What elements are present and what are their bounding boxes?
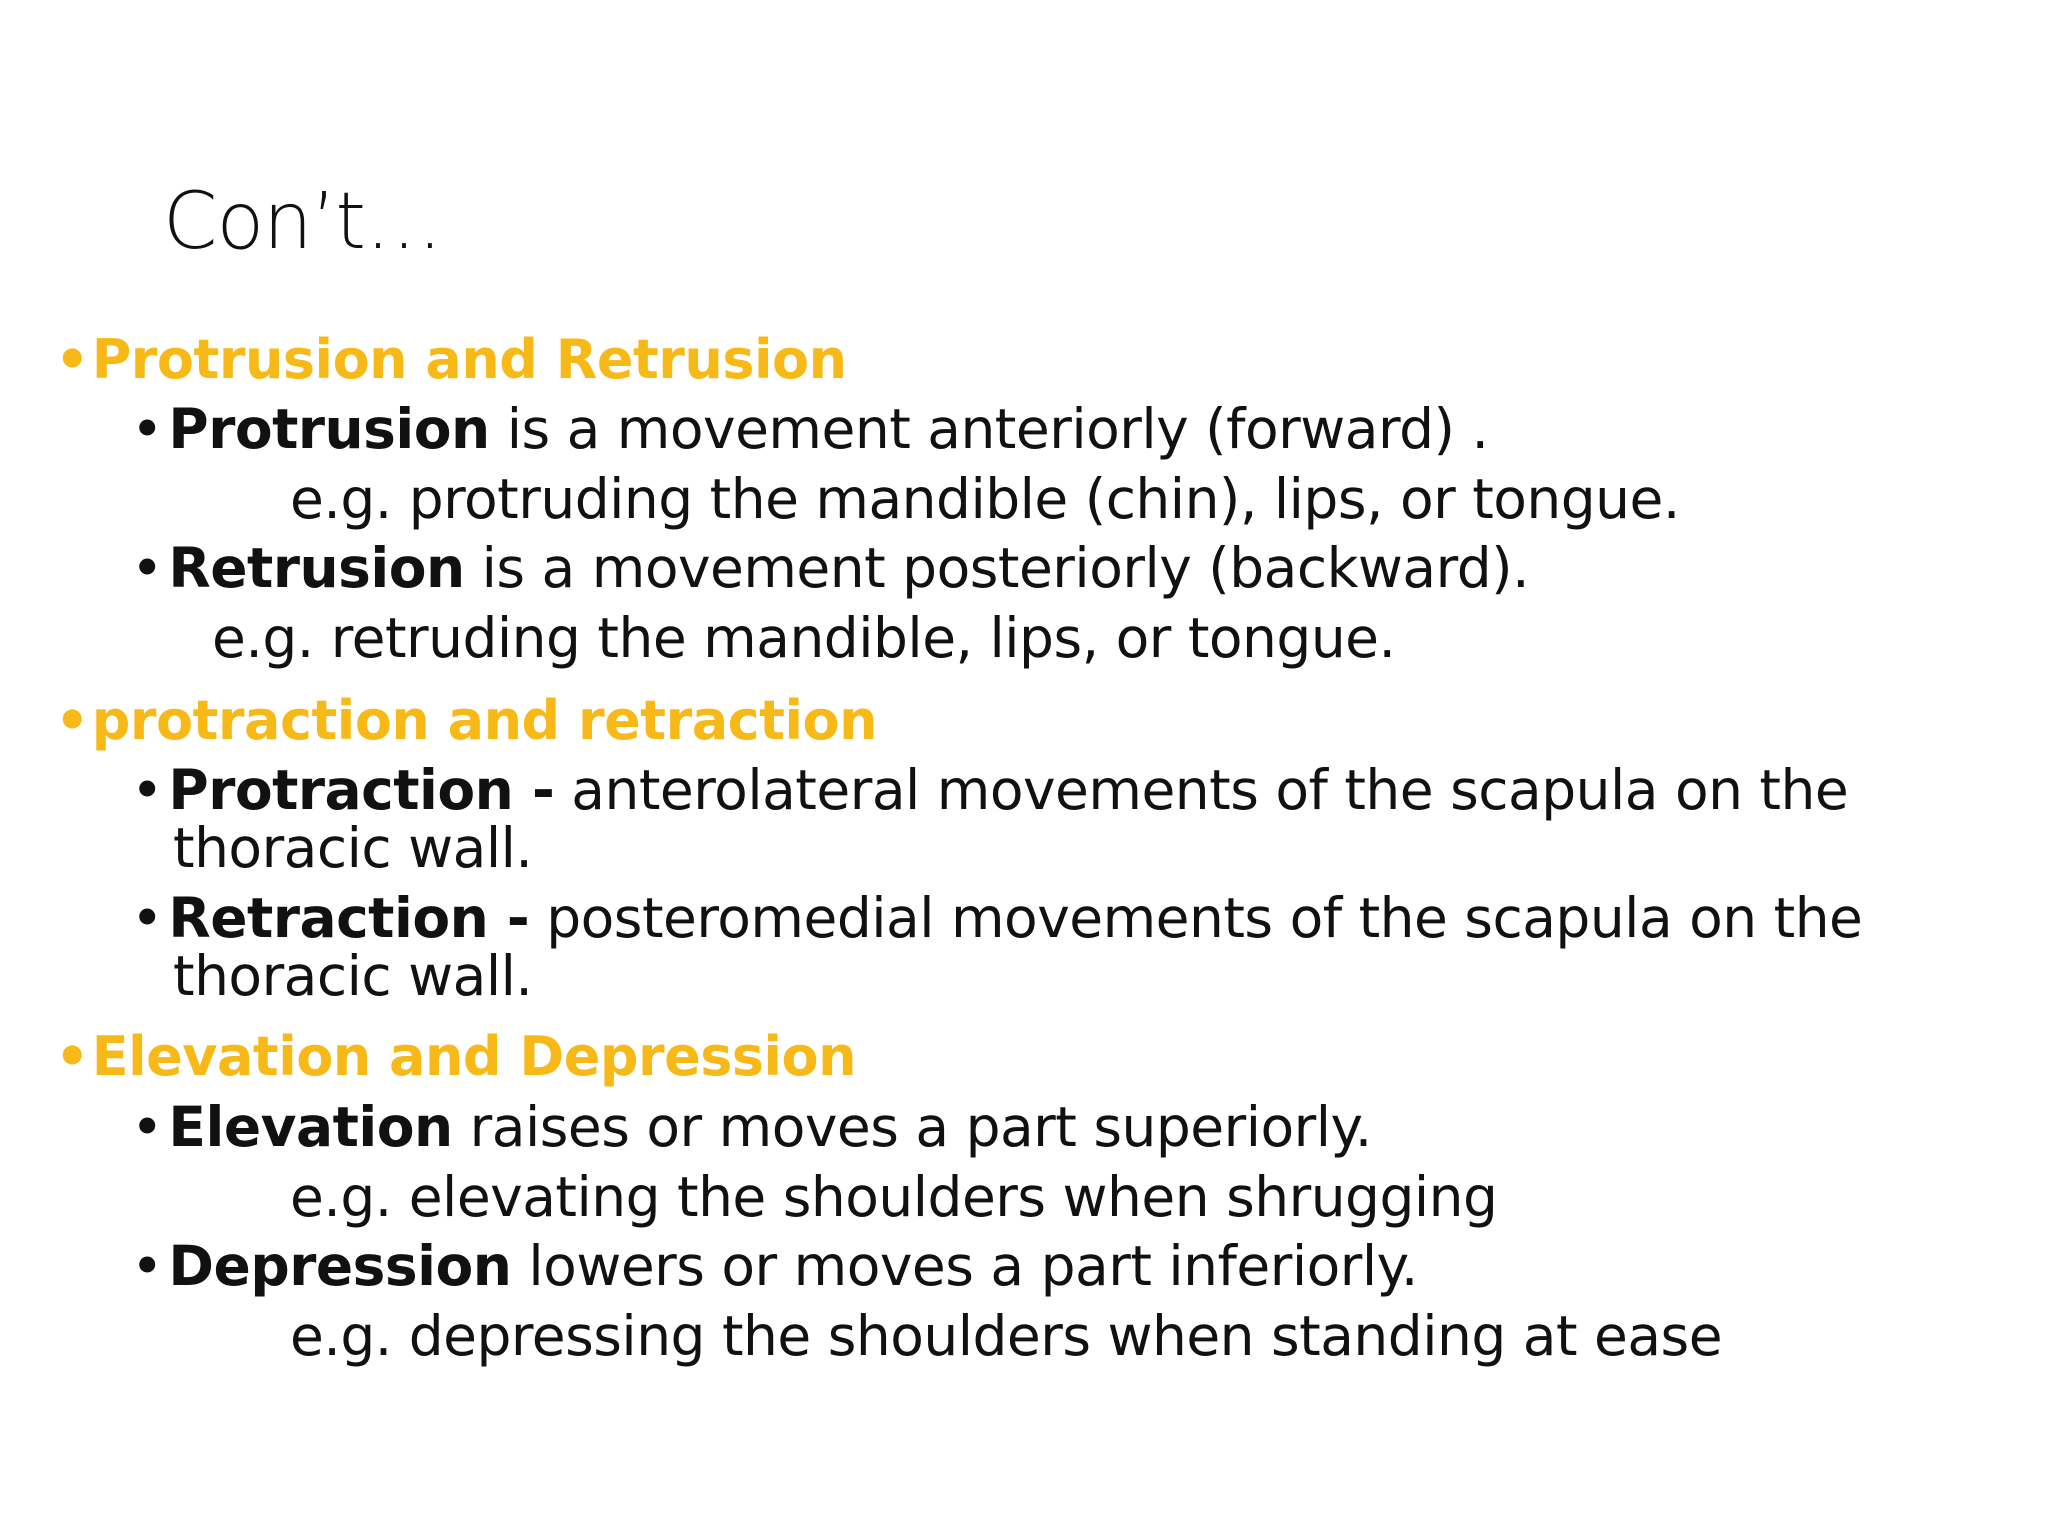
term: Retrusion: [168, 536, 465, 600]
bullet: •: [131, 886, 163, 950]
bullet: •: [55, 1025, 90, 1088]
section-heading: [55, 328, 847, 391]
example-text: e.g. retruding the mandible, lips, or tongue.: [212, 606, 1396, 670]
list-item: [131, 1234, 1418, 1298]
section-heading-text: Elevation and Depression: [91, 1025, 857, 1088]
definition: posteromedial movements of the scapula on the: [529, 886, 1863, 950]
example-text: e.g. protruding the mandible (chin), lips, or tongue.: [290, 467, 1680, 531]
term: Depression: [168, 1234, 512, 1298]
definition: is a movement posteriorly (backward).: [464, 536, 1530, 600]
bullet: •: [131, 758, 163, 822]
definition: lowers or moves a part inferiorly.: [511, 1234, 1418, 1298]
list-item: [131, 397, 1489, 461]
bullet: •: [131, 1095, 163, 1159]
section-heading-text: Protrusion and Retrusion: [91, 328, 847, 391]
section-heading: [55, 1025, 857, 1088]
section-heading: [55, 689, 878, 752]
bullet: •: [131, 1234, 163, 1298]
list-item: [131, 886, 1863, 950]
definition: raises or moves a part superiorly.: [452, 1095, 1372, 1159]
bullet: •: [131, 536, 163, 600]
term: Retraction -: [168, 886, 530, 950]
list-item: [131, 1095, 1372, 1159]
list-item: [131, 758, 1849, 822]
continuation-text: thoracic wall.: [173, 816, 533, 880]
continuation-text: thoracic wall.: [173, 944, 533, 1008]
term: Protraction -: [168, 758, 555, 822]
bullet: •: [131, 397, 163, 461]
section-heading-text: protraction and retraction: [91, 689, 878, 752]
list-item: [131, 536, 1530, 600]
definition: is a movement anteriorly (forward) .: [489, 397, 1489, 461]
term: Protrusion: [168, 397, 490, 461]
definition: anterolateral movements of the scapula on the: [554, 758, 1849, 822]
example-text: e.g. elevating the shoulders when shrugging: [290, 1165, 1498, 1229]
bullet: •: [55, 689, 90, 752]
slide-title: Con’t…: [163, 177, 442, 267]
example-text: e.g. depressing the shoulders when standing at ease: [290, 1304, 1723, 1368]
term: Elevation: [168, 1095, 453, 1159]
bullet: •: [55, 328, 90, 391]
